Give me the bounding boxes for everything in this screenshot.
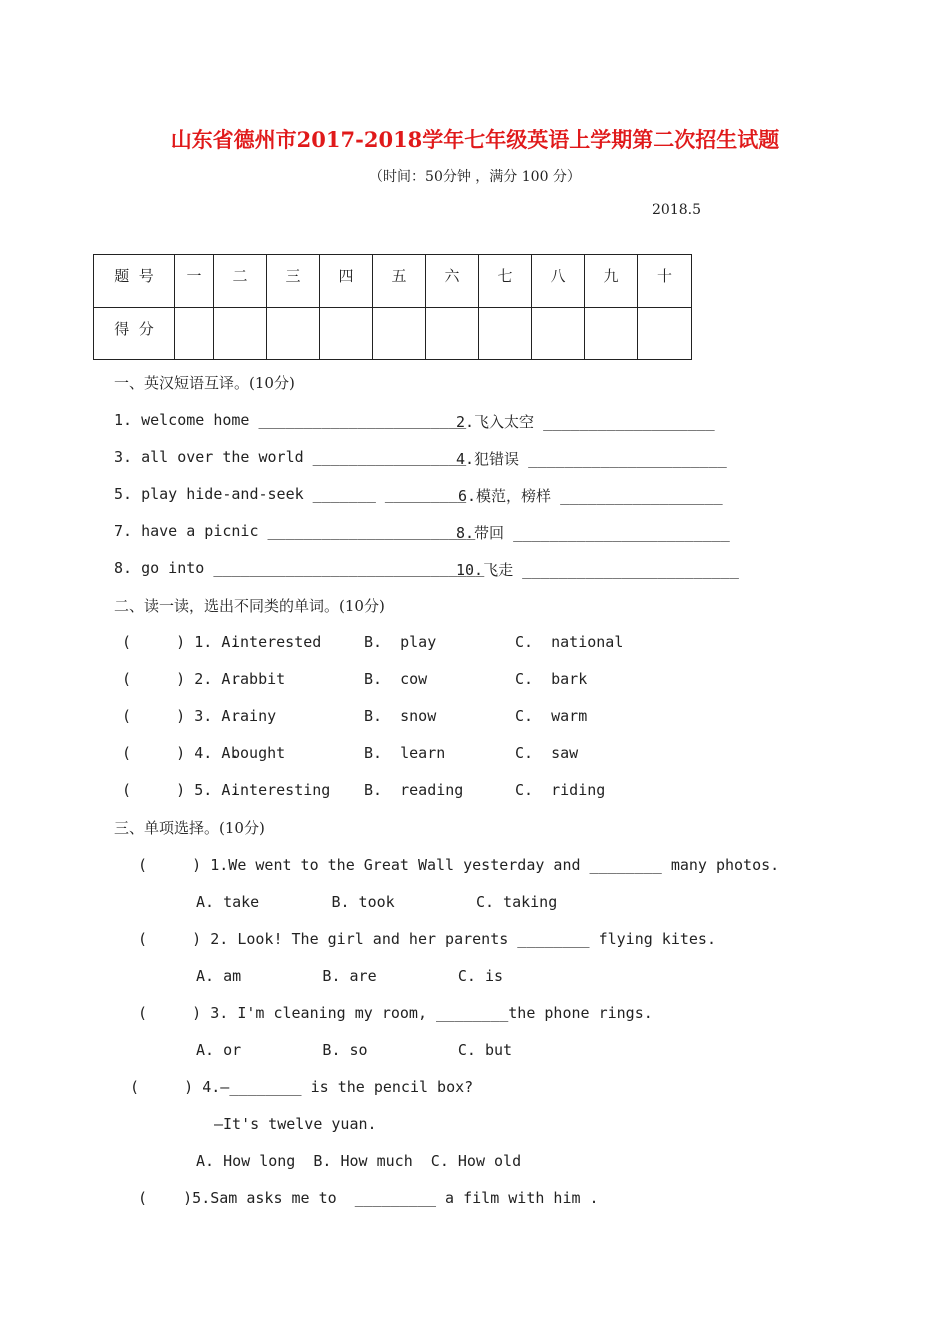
choice-row-number: ( ) 2. A. [122, 670, 240, 688]
choice-c: C. saw [515, 744, 579, 762]
question-3-options: A. or B. so C. but [196, 1041, 513, 1059]
choice-a: rainy [231, 707, 277, 725]
score-cell[interactable] [320, 308, 373, 360]
score-cell[interactable] [426, 308, 479, 360]
document-title: 山东省德州市2017-2018学年七年级英语上学期第二次招生试题 [170, 127, 780, 152]
choice-a: interesting [231, 781, 331, 799]
score-table-col: 八 [532, 255, 585, 308]
choice-b: B. learn [364, 744, 446, 762]
choice-row-number: ( ) 3. A. [122, 707, 240, 725]
exam-date: 2018.5 [652, 202, 701, 218]
question-2-options: A. am B. are C. is [196, 967, 504, 985]
choice-a: rabbit [231, 670, 286, 688]
phrase-item: 8.带回 ________________________ [456, 524, 730, 542]
score-cell[interactable] [214, 308, 267, 360]
question-1-options: A. take B. took C. taking [196, 893, 558, 911]
question-1: ( ) 1.We went to the Great Wall yesterday and ________ many photos. [138, 856, 780, 874]
score-cell[interactable] [638, 308, 692, 360]
choice-b: B. cow [364, 670, 428, 688]
phrase-item: 10.飞走 ________________________ [456, 561, 739, 579]
section3-heading: 三、单项选择。(10分) [114, 819, 265, 837]
choice-a: interested [231, 633, 322, 651]
score-table-col: 九 [585, 255, 638, 308]
choice-b: B. snow [364, 707, 437, 725]
score-table-col: 五 [373, 255, 426, 308]
choice-row-number: ( ) 4. A. [122, 744, 240, 762]
score-table-col: 二 [214, 255, 267, 308]
score-table-col: 七 [479, 255, 532, 308]
score-table-col: 十 [638, 255, 692, 308]
choice-b: B. play [364, 633, 437, 651]
question-4-options: A. How long B. How much C. How old [196, 1152, 522, 1170]
score-table-score-label: 得 分 [94, 308, 175, 360]
score-cell[interactable] [373, 308, 426, 360]
choice-a: bought [231, 744, 286, 762]
choice-row-number: ( ) 1. A. [122, 633, 240, 651]
score-table-col: 四 [320, 255, 373, 308]
phrase-item: 2.飞入太空 ___________________ [456, 413, 715, 431]
phrase-item: 3. all over the world _________________ [114, 448, 467, 466]
score-cell[interactable] [267, 308, 320, 360]
phrase-item: 7. have a picnic _______________________ [114, 522, 476, 540]
choice-c: C. riding [515, 781, 606, 799]
question-3: ( ) 3. I'm cleaning my room, ________the phone rings. [138, 1004, 653, 1022]
phrase-item: 8. go into ______________________________ [114, 559, 485, 577]
question-2: ( ) 2. Look! The girl and her parents ________ flying kites. [138, 930, 716, 948]
choice-c: C. national [515, 633, 624, 651]
score-table [93, 254, 692, 360]
choice-b: B. reading [364, 781, 464, 799]
phrase-item: 1. welcome home _______________________ [114, 411, 467, 429]
section1-heading: 一、英汉短语互译。(10分) [114, 374, 295, 392]
score-cell[interactable] [585, 308, 638, 360]
score-cell[interactable] [532, 308, 585, 360]
exam-subtitle: （时间：50分钟 ，满分 100 分） [369, 169, 581, 185]
phrase-item: 5. play hide-and-seek _______ _________ [114, 485, 467, 503]
section2-heading: 二、读一读，选出不同类的单词。(10分) [114, 597, 385, 615]
choice-row-number: ( ) 5. A. [122, 781, 240, 799]
question-4-reply: —It's twelve yuan. [214, 1115, 377, 1133]
score-cell[interactable] [479, 308, 532, 360]
score-table-header-label: 题 号 [94, 255, 175, 308]
question-5: ( )5.Sam asks me to _________ a film with him . [138, 1189, 599, 1207]
phrase-item: 6.模范，榜样 __________________ [458, 487, 723, 505]
question-4: ( ) 4.—________ is the pencil box? [130, 1078, 474, 1096]
score-table-col: 六 [426, 255, 479, 308]
score-table-col: 一 [175, 255, 214, 308]
score-table-col: 三 [267, 255, 320, 308]
phrase-item: 4.犯错误 ______________________ [456, 450, 727, 468]
choice-c: C. bark [515, 670, 588, 688]
choice-c: C. warm [515, 707, 588, 725]
score-cell[interactable] [175, 308, 214, 360]
